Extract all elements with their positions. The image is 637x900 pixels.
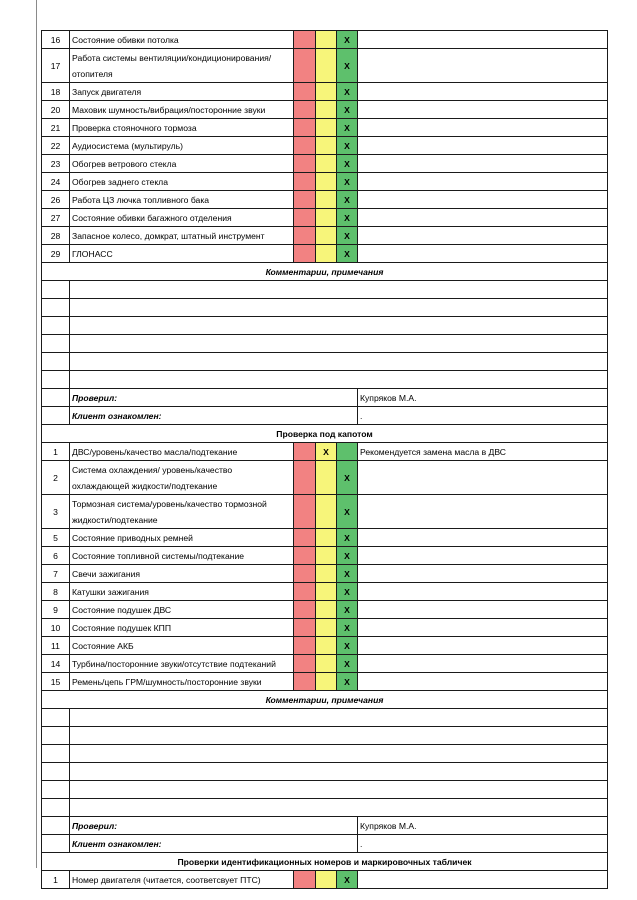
item-note [358,101,608,119]
comment-line[interactable] [42,745,608,763]
section-hood-title: Проверка под капотом [42,425,608,443]
status-yellow-cell[interactable] [316,619,337,637]
status-red-cell[interactable] [294,155,316,173]
status-green-cell[interactable]: X [337,547,358,565]
checklist-row [42,601,608,619]
status-green-cell[interactable]: X [337,529,358,547]
status-red-cell[interactable] [294,31,316,49]
item-number: 24 [42,173,70,191]
comments-header-1 [42,263,608,281]
client-acknowledged-label: Клиент ознакомлен: [70,407,358,425]
item-description: Состояние обивки потолка [70,31,294,49]
item-note [358,565,608,583]
item-number: 6 [42,547,70,565]
status-green-cell[interactable]: X [337,655,358,673]
item-note [358,49,608,83]
item-note: Рекомендуется замена масла в ДВС [358,443,608,461]
item-note [358,619,608,637]
status-green-cell[interactable]: X [337,871,358,889]
checklist-row [42,83,608,101]
status-yellow-cell[interactable] [316,155,337,173]
status-yellow-cell[interactable] [316,209,337,227]
checklist-row [42,461,608,495]
item-description: Тормозная система/уровень/качество тормозной жидкости/подтекание [70,495,294,529]
status-green-cell[interactable] [337,443,358,461]
status-yellow-cell[interactable] [316,191,337,209]
status-red-cell[interactable] [294,673,316,691]
status-green-cell[interactable]: X [337,565,358,583]
status-red-cell[interactable] [294,191,316,209]
status-green-cell[interactable]: X [337,461,358,495]
status-green-cell[interactable]: X [337,227,358,245]
item-number: 17 [42,49,70,83]
status-yellow-cell[interactable] [316,637,337,655]
status-yellow-cell[interactable] [316,137,337,155]
checklist-row [42,565,608,583]
item-description: ДВС/уровень/качество масла/подтекание [70,443,294,461]
status-red-cell[interactable] [294,619,316,637]
checklist-row [42,619,608,637]
comment-line[interactable] [42,335,608,353]
status-green-cell[interactable]: X [337,31,358,49]
status-yellow-cell[interactable] [316,547,337,565]
status-yellow-cell[interactable] [316,461,337,495]
item-description: Турбина/посторонние звуки/отсутствие подтеканий [70,655,294,673]
status-green-cell[interactable]: X [337,637,358,655]
status-red-cell[interactable] [294,49,316,83]
checked-by-row-2 [42,817,608,835]
item-note [358,529,608,547]
item-description: Ремень/цепь ГРМ/шумность/посторонние звуки [70,673,294,691]
comments-title: Комментарии, примечания [42,263,608,281]
status-red-cell[interactable] [294,583,316,601]
item-number: 16 [42,31,70,49]
status-red-cell[interactable] [294,137,316,155]
status-red-cell[interactable] [294,101,316,119]
comment-line[interactable] [42,299,608,317]
status-yellow-cell[interactable] [316,119,337,137]
item-note [358,173,608,191]
item-number: 27 [42,209,70,227]
item-number: 21 [42,119,70,137]
item-number: 9 [42,601,70,619]
item-number: 28 [42,227,70,245]
comment-line[interactable] [42,371,608,389]
item-description: Состояние АКБ [70,637,294,655]
comment-line[interactable] [42,353,608,371]
item-description: Обогрев заднего стекла [70,173,294,191]
item-note [358,871,608,889]
item-number: 14 [42,655,70,673]
status-red-cell[interactable] [294,209,316,227]
inspection-sheet [41,30,608,889]
item-note [358,637,608,655]
item-note [358,119,608,137]
item-description: Состояние обивки багажного отделения [70,209,294,227]
item-note [358,155,608,173]
item-description: Свечи зажигания [70,565,294,583]
checked-by-value: Купряков М.А. [358,389,608,407]
comment-line[interactable] [42,709,608,727]
status-green-cell[interactable]: X [337,209,358,227]
status-green-cell[interactable]: X [337,495,358,529]
section-ids-title: Проверки идентификационных номеров и маркировочных табличек [42,853,608,871]
item-number: 7 [42,565,70,583]
item-note [358,547,608,565]
status-green-cell[interactable]: X [337,137,358,155]
item-number: 1 [42,443,70,461]
status-green-cell[interactable]: X [337,101,358,119]
status-yellow-cell[interactable] [316,601,337,619]
status-red-cell[interactable] [294,637,316,655]
client-row-2 [42,835,608,853]
status-green-cell[interactable]: X [337,191,358,209]
status-yellow-cell[interactable] [316,101,337,119]
comment-line[interactable] [42,799,608,817]
client-acknowledged-value: . [358,407,608,425]
comments-header-2 [42,691,608,709]
checked-by-label: Проверил: [70,389,358,407]
status-red-cell[interactable] [294,565,316,583]
checklist-row [42,155,608,173]
status-yellow-cell[interactable] [316,583,337,601]
status-yellow-cell[interactable] [316,31,337,49]
item-description: Катушки зажигания [70,583,294,601]
item-description: Система охлаждения/ уровень/качество охлаждающей жидкости/подтекание [70,461,294,495]
status-green-cell[interactable]: X [337,119,358,137]
item-description: Работа системы вентиляции/кондиционирования/ отопителя [70,49,294,83]
comments-title: Комментарии, примечания [42,691,608,709]
item-note [358,209,608,227]
checklist-row [42,245,608,263]
item-note [358,495,608,529]
checklist-row [42,637,608,655]
section-ids-header [42,853,608,871]
item-description: ГЛОНАСС [70,245,294,263]
checklist-row [42,31,608,49]
checklist-row [42,227,608,245]
item-number: 22 [42,137,70,155]
item-description: Обогрев ветрового стекла [70,155,294,173]
checklist-row [42,191,608,209]
status-green-cell[interactable]: X [337,245,358,263]
item-number: 2 [42,461,70,495]
checklist-row [42,209,608,227]
item-number: 18 [42,83,70,101]
checklist-row [42,101,608,119]
item-number: 3 [42,495,70,529]
status-yellow-cell[interactable] [316,529,337,547]
status-yellow-cell[interactable] [316,871,337,889]
item-note [358,583,608,601]
item-number: 26 [42,191,70,209]
item-note [358,31,608,49]
item-description: Аудиосистема (мультируль) [70,137,294,155]
status-red-cell[interactable] [294,83,316,101]
status-red-cell[interactable] [294,461,316,495]
status-yellow-cell[interactable]: X [316,443,337,461]
item-number: 5 [42,529,70,547]
item-description: Маховик шумность/вибрация/посторонние звуки [70,101,294,119]
client-row-1 [42,407,608,425]
status-green-cell[interactable]: X [337,173,358,191]
status-green-cell[interactable]: X [337,601,358,619]
status-red-cell[interactable] [294,529,316,547]
item-note [358,137,608,155]
checked-by-value: Купряков М.А. [358,817,608,835]
item-note [358,673,608,691]
comment-line[interactable] [42,781,608,799]
status-yellow-cell[interactable] [316,673,337,691]
item-note [358,461,608,495]
status-green-cell[interactable]: X [337,673,358,691]
item-note [358,245,608,263]
client-acknowledged-label: Клиент ознакомлен: [70,835,358,853]
status-green-cell[interactable]: X [337,49,358,83]
status-red-cell[interactable] [294,443,316,461]
item-description: Номер двигателя (читается, соответсвует ПТС) [70,871,294,889]
status-green-cell[interactable]: X [337,155,358,173]
item-note [358,601,608,619]
status-green-cell[interactable]: X [337,83,358,101]
comment-line[interactable] [42,317,608,335]
status-yellow-cell[interactable] [316,245,337,263]
item-note [358,83,608,101]
checklist-row [42,443,608,461]
checklist-row [42,49,608,83]
status-red-cell[interactable] [294,173,316,191]
status-red-cell[interactable] [294,227,316,245]
comment-line[interactable] [42,281,608,299]
status-red-cell[interactable] [294,495,316,529]
item-number: 29 [42,245,70,263]
checklist-row [42,655,608,673]
status-yellow-cell[interactable] [316,565,337,583]
item-number: 23 [42,155,70,173]
item-number: 11 [42,637,70,655]
status-red-cell[interactable] [294,245,316,263]
item-number: 8 [42,583,70,601]
status-yellow-cell[interactable] [316,173,337,191]
status-red-cell[interactable] [294,119,316,137]
item-description: Состояние топливной системы/подтекание [70,547,294,565]
checked-by-label: Проверил: [70,817,358,835]
checklist-row [42,173,608,191]
item-number: 1 [42,871,70,889]
checklist-row [42,547,608,565]
checklist-row [42,137,608,155]
status-green-cell[interactable]: X [337,619,358,637]
item-number: 20 [42,101,70,119]
item-note [358,655,608,673]
status-green-cell[interactable]: X [337,583,358,601]
status-red-cell[interactable] [294,871,316,889]
item-description: Состояние подушек ДВС [70,601,294,619]
status-red-cell[interactable] [294,655,316,673]
comment-line[interactable] [42,727,608,745]
item-description: Проверка стояночного тормоза [70,119,294,137]
item-description: Состояние приводных ремней [70,529,294,547]
status-red-cell[interactable] [294,547,316,565]
item-description: Запасное колесо, домкрат, штатный инструмент [70,227,294,245]
item-description: Запуск двигателя [70,83,294,101]
item-number: 15 [42,673,70,691]
checklist-row [42,871,608,889]
item-description: Работа ЦЗ лючка топливного бака [70,191,294,209]
status-yellow-cell[interactable] [316,49,337,83]
comment-line[interactable] [42,763,608,781]
client-acknowledged-value: . [358,835,608,853]
item-description: Состояние подушек КПП [70,619,294,637]
status-red-cell[interactable] [294,601,316,619]
checked-by-row-1 [42,389,608,407]
status-yellow-cell[interactable] [316,83,337,101]
checklist-row [42,583,608,601]
checklist-row [42,673,608,691]
item-number: 10 [42,619,70,637]
status-yellow-cell[interactable] [316,655,337,673]
status-yellow-cell[interactable] [316,227,337,245]
section-hood-header [42,425,608,443]
page-left-border [36,0,37,868]
checklist-row [42,529,608,547]
item-note [358,227,608,245]
item-note [358,191,608,209]
checklist-row [42,495,608,529]
checklist-row [42,119,608,137]
status-yellow-cell[interactable] [316,495,337,529]
